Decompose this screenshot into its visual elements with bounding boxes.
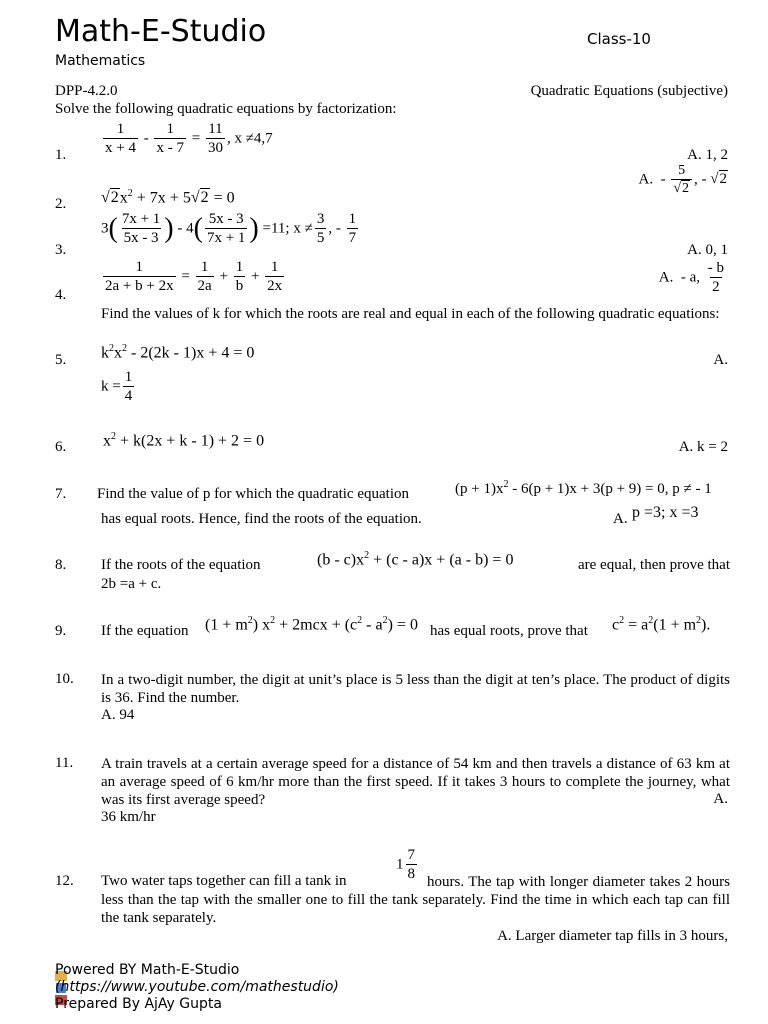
question-8-text-a: If the roots of the equation <box>101 557 261 573</box>
question-number: 6. <box>55 439 67 455</box>
question-number: 7. <box>55 486 67 502</box>
question-number: 3. <box>55 242 67 258</box>
answer-7-prefix: A. <box>613 511 628 527</box>
equation-9-result: $c^2 = a^2(1 + m^2)$. <box>612 615 711 634</box>
equation-5: $k^2x^2 - 2(2k - 1)x + 4 = 0$ <box>101 343 255 362</box>
question-number: 2. <box>55 196 67 212</box>
class-label: Class-10 <box>587 30 651 48</box>
question-8-text2: 2b =a + c. <box>101 576 162 592</box>
answer-3: A. 0, 1 <box>687 242 728 258</box>
question-number: 12. <box>55 873 74 889</box>
answer-10: A. 94 <box>101 707 135 723</box>
question-11-text: A train travels at a certain average speed for a distance of 54 km and then travels a distance of 63 km at an average speed of 6 km/hr more than the first speed. If it takes 3 hours to complete the journey, what was its first average speed? <box>101 756 730 808</box>
question-8-text-b: are equal, then prove that <box>577 557 730 573</box>
question-number: 10. <box>55 671 74 687</box>
question-number: 1. <box>55 147 67 163</box>
equation-1: $\frac{1}{x + 4}$ - $\frac{1}{x - 7}$ = $\frac{11}{30}$ , x ≠4,7 <box>105 121 273 156</box>
question-number: 9. <box>55 623 67 639</box>
footer-author: Prepared By AjAy Gupta <box>55 996 222 1012</box>
question-number: 8. <box>55 557 67 573</box>
answer-7: p =3; x =3 <box>632 504 699 521</box>
brand-title: Math-E-Studio <box>55 14 267 49</box>
mixed-fraction: 1 $\frac{7}{8}$ <box>396 847 415 882</box>
instructions: Solve the following quadratic equations by factorization: <box>55 101 397 117</box>
equation-3: 3( $\frac{7x + 1}{5x - 3}$ ) - 4( $\frac{5x - 3}{7x + 1}$ ) =11; x ≠ $\frac{3}{5}$ , - $\frac{1}{7}$ <box>101 211 357 246</box>
answer-12: A. Larger diameter tap fills in 3 hours, <box>497 928 728 944</box>
question-7-text2: has equal roots. Hence, find the roots of the equation. <box>101 511 422 527</box>
question-number: 4. <box>55 287 67 303</box>
answer-5: k = $\frac{1}{4}$ <box>101 369 133 404</box>
dpp-code: DPP-4.2.0 <box>55 83 118 99</box>
question-9-text-a: If the equation <box>101 623 189 639</box>
answer-1: A. 1, 2 <box>687 147 728 163</box>
answer-6: A. k = 2 <box>678 439 728 455</box>
question-12-text-a: Two water taps together can fill a tank in <box>101 873 347 889</box>
answer-4: A. - a, $\frac{- b}{2}$ <box>658 260 724 295</box>
answer-11: 36 km/hr <box>101 809 156 825</box>
subsection-intro: Find the values of k for which the roots are real and equal in each of the following quadratic equations: <box>101 306 720 322</box>
question-10-text: In a two-digit number, the digit at unit’s place is 5 less than the digit at ten’s place. The product of digits is 36. Find the number. <box>101 672 730 706</box>
question-7-text: Find the value of p for which the quadratic equation <box>97 486 409 502</box>
question-9-text-b: has equal roots, prove that <box>430 623 588 639</box>
question-number: 11. <box>55 755 74 771</box>
footer-link[interactable]: (https://www.youtube.com/mathestudio) <box>55 979 339 995</box>
answer-11-prefix: A. <box>713 791 728 807</box>
equation-6: $x^2 + k(2x + k - 1) + 2 = 0$ <box>103 431 265 450</box>
equation-8: $(b - c)x^2 + (c - a)x + (a - b) = 0$ <box>317 550 514 569</box>
footer-powered-by: Powered BY Math-E-Studio <box>55 962 240 978</box>
answer-2: A. - $\frac{5}{√2}$ , - √2 <box>638 163 727 196</box>
question-12-text-b: hours. The tap with longer diameter takes 2 hours less than the tap with the smaller one to fill the tank separately. Find the time in which each tap can fill the tank separately. <box>101 874 730 926</box>
subject-label: Mathematics <box>55 53 146 69</box>
equation-7: $(p + 1)x^2 - 6(p + 1)x + 3(p + 9) = 0$, p ≠ - 1 <box>455 479 712 497</box>
equation-2: $√2x^2 + 7x + 5√2 = 0$ <box>101 188 235 207</box>
topic-title: Quadratic Equations (subjective) <box>530 83 728 99</box>
equation-9: $(1 + m^2)$ $x^2 + 2mcx + (c^2 - a^2) = 0$ <box>205 615 418 634</box>
answer-5-prefix: A. <box>713 352 728 368</box>
equation-4: $\frac{1}{2a + b + 2x}$ = $\frac{1}{2a}$ + $\frac{1}{b}$ + $\frac{1}{2x}$ <box>105 259 283 294</box>
question-number: 5. <box>55 352 67 368</box>
